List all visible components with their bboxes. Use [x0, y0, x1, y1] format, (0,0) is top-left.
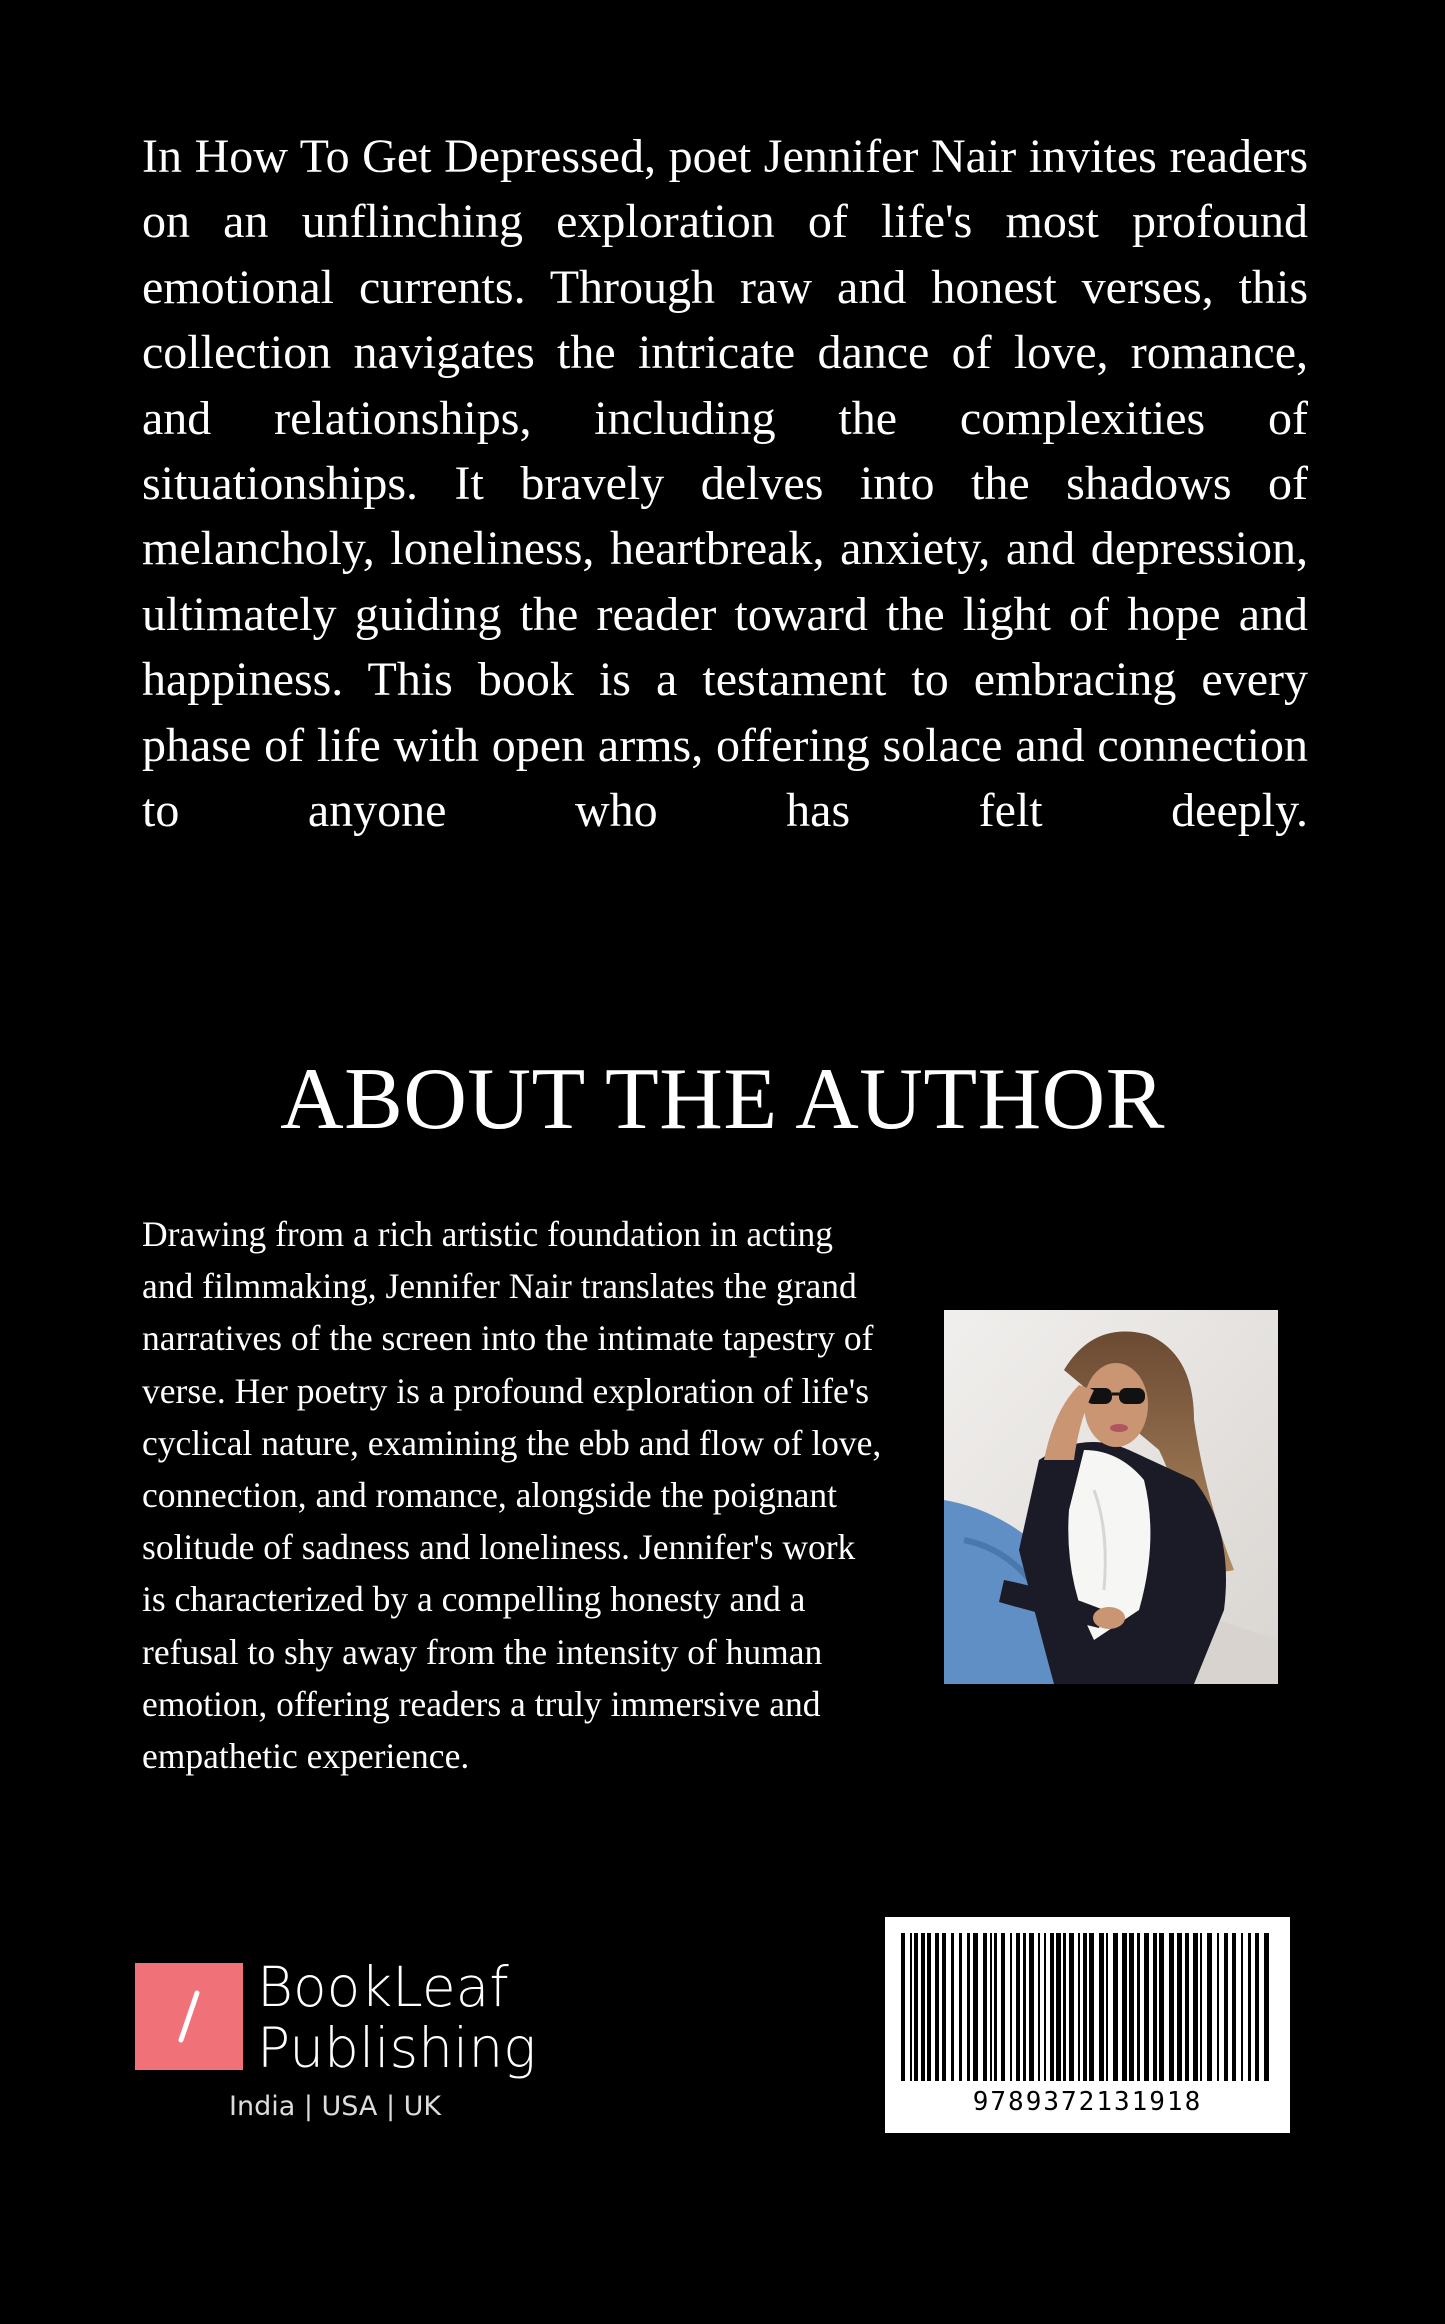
barcode-bar — [990, 1933, 992, 2081]
barcode-bar — [967, 1933, 970, 2081]
barcode-bar — [1089, 1933, 1094, 2081]
barcode-bar — [1050, 1933, 1054, 2081]
back-cover-blurb: In How To Get Depressed, poet Jennifer Nair invites readers on an unflinching exploration of life's most profound emotional currents. Through raw and honest verses, this collection navigates the intricate dance of love, romance, and relationships, including the complexities of situationships. It bravely delves into the shadows of melancholy, loneliness, heartbreak, anxiety, and depression, ultimately guiding the reader toward the light of hope and happiness. This book is a testament to embracing every phase of life with open arms, offering solace and connection to anyone who has felt deeply. — [142, 130, 1308, 838]
barcode-bar — [1063, 1933, 1066, 2081]
barcode-bar — [1029, 1933, 1034, 2081]
leaf-slash-icon — [135, 1963, 243, 2070]
barcode-bar — [1069, 1933, 1074, 2081]
barcode-bar — [1207, 1933, 1212, 2081]
barcode-bar — [1169, 1933, 1174, 2081]
barcode-bar — [994, 1933, 997, 2081]
barcode-bar — [1106, 1933, 1108, 2081]
barcode-bar — [973, 1933, 978, 2081]
barcode-bar — [935, 1933, 939, 2081]
publisher-name — [257, 1957, 536, 2079]
barcode-bar — [1016, 1933, 1020, 2081]
barcode-bar — [1177, 1933, 1182, 2081]
barcode-bar — [901, 1933, 905, 2081]
barcode-bar — [1255, 1933, 1259, 2081]
barcode-bar — [1264, 1933, 1269, 2081]
publisher-name-line2: Publishing — [257, 2016, 537, 2080]
barcode-bar — [983, 1933, 987, 2081]
barcode-bar — [1044, 1933, 1046, 2081]
publisher-name-line1: BookLeaf — [257, 1955, 509, 2019]
barcode-bar — [910, 1933, 912, 2081]
barcode-bar — [914, 1933, 918, 2081]
barcode-bar — [1200, 1933, 1202, 2081]
barcode-bar — [1099, 1933, 1104, 2081]
barcode-bar — [1083, 1933, 1087, 2081]
publisher-logo — [135, 1955, 555, 2133]
isbn-barcode — [885, 1917, 1290, 2133]
barcode-bar — [1224, 1933, 1228, 2081]
barcode-bar — [1010, 1933, 1012, 2081]
author-photo — [944, 1310, 1278, 1684]
barcode-bar — [1078, 1933, 1080, 2081]
barcode-bar — [1023, 1933, 1026, 2081]
barcode-bar — [1232, 1933, 1236, 2081]
barcode-bar — [951, 1933, 954, 2081]
barcode-bar — [1038, 1933, 1040, 2081]
barcode-bar — [959, 1933, 962, 2081]
barcode-bar — [1113, 1933, 1118, 2081]
barcode-bar — [921, 1933, 925, 2081]
barcode-bar — [1248, 1933, 1251, 2081]
barcode-bar — [1185, 1933, 1189, 2081]
isbn-number: 9789372131918 — [972, 2087, 1203, 2117]
barcode-bar — [1217, 1933, 1219, 2081]
barcode-bar — [1144, 1933, 1149, 2081]
about-the-author-heading: ABOUT THE AUTHOR — [280, 1051, 1165, 1148]
barcode-bar — [927, 1933, 931, 2081]
author-photo-illustration — [944, 1310, 1278, 1684]
author-bio: Drawing from a rich artistic foundation in acting and filmmaking, Jennifer Nair translates the grand narratives of the screen into the intimate tapestry of verse. Her poetry is a profound exploration of life's cyclical nature, examining the ebb and flow of love, connection, and romance, alongside the poignant solitude of sadness and loneliness. Jennifer's work is characterized by a compelling honesty and a refusal to shy away from the intensity of human emotion, offering readers a truly immersive and empathetic experience. — [142, 1214, 882, 1777]
barcode-bar — [1137, 1933, 1140, 2081]
publisher-regions: India | USA | UK — [229, 2091, 442, 2122]
barcode-bar — [1241, 1933, 1243, 2081]
barcode-bar — [942, 1933, 946, 2081]
barcode-bar — [1159, 1933, 1164, 2081]
barcode-bar — [1129, 1933, 1134, 2081]
barcode-bar — [1193, 1933, 1198, 2081]
barcode-bar — [1001, 1933, 1005, 2081]
barcode-bar — [1153, 1933, 1157, 2081]
barcode-bar — [1122, 1933, 1127, 2081]
barcode-bar — [1056, 1933, 1061, 2081]
